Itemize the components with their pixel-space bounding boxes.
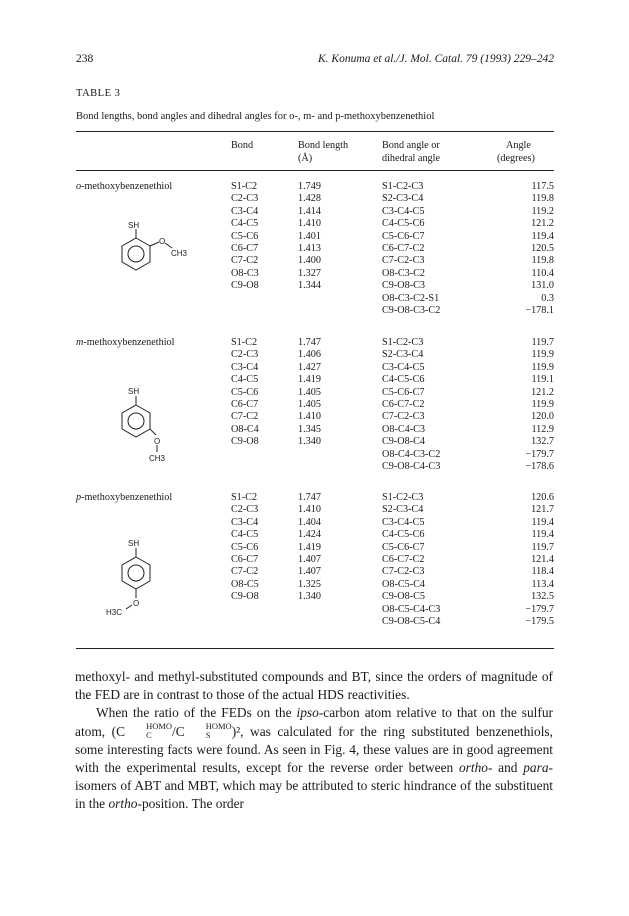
bond-cell: C7-C2 [231,255,259,267]
angle-label-cell: O8-C4-C3 [382,423,426,435]
sup-homo-c: HOMO [146,721,173,731]
bond-length-cell: 1.747 [298,337,321,348]
bond-length-cell: 1.325 [298,578,321,590]
table-top-rule [76,131,554,132]
angle-label-cell: O8-C5-C4 [382,578,426,590]
bond-cell: C9-O8 [231,591,259,603]
angle-label-cell: C9-O8-C5-C4 [382,616,441,627]
paragraph-2 [75,704,553,813]
angle-value-cell: 119.1 [531,374,554,386]
bond-cell: C2-C3 [231,504,259,516]
sub-s: S [205,730,211,740]
bond-length-cell: 1.407 [298,554,321,565]
angle-label-cell: C7-C2-C3 [382,411,425,423]
bond-cell: O8-C3 [231,267,259,279]
bond-cell: C3-C4 [231,205,259,217]
ortho-o-label: O [159,237,166,246]
angle-label-cell: C6-C7-C2 [382,243,425,254]
bond-cell: C3-C4 [231,361,259,373]
bond-cell: C5-C6 [231,230,259,242]
bond-length-cell: 1.747 [298,492,321,503]
bond-length-cell: 1.400 [298,255,321,267]
bond-cell: C4-C5 [231,218,259,230]
meta-o-label: O [154,437,161,446]
angle-value-cell: 113.4 [531,578,554,590]
col-header-bond-length-unit: (Å) [298,153,313,164]
angle-label-cell: O8-C4-C3-C2 [382,448,441,460]
bond-cell: C3-C4 [231,516,259,528]
running-title: K. Konuma et al./J. Mol. Catal. 79 (1993) 229–242 [318,53,555,65]
bond-length-cell: 1.340 [298,436,321,448]
angle-label-cell: C6-C7-C2 [382,399,425,410]
angle-value-cell: −179.5 [525,616,554,627]
angle-value-cell: 119.8 [531,255,554,267]
angle-value-cell: 121.7 [531,504,554,516]
angle-label-cell: C9-O8-C5 [382,591,426,603]
angle-label-cell: O8-C3-C2-S1 [382,292,440,304]
angle-value-cell: 132.7 [531,436,554,448]
p2-ortho-2: ortho [108,796,138,811]
p2-text-e: - and [487,760,524,775]
compound-name: p-methoxybenzenethiol [76,492,173,503]
angle-label-cell: S1-C2-C3 [382,337,424,348]
p2-text-b: -carbon atom relative to that on the sulfur atom, (C [75,705,553,739]
page-number: 238 [76,53,94,65]
bond-length-cell: 1.410 [298,218,321,230]
p2-text-a: When the ratio of the FEDs on the [96,705,297,720]
bond-length-cell: 1.410 [298,504,321,516]
ortho-sh-label: SH [128,221,140,230]
sup-homo-s: HOMO [205,721,232,731]
bond-cell: O8-C4 [231,423,259,435]
bond-cell: S1-C2 [231,337,258,348]
bond-length-cell: 1.405 [298,399,321,410]
angle-label-cell: C9-O8-C3-C2 [382,305,441,316]
angle-label-cell: C4-C5-C6 [382,374,425,386]
col-header-bond-length: Bond length [298,140,349,151]
bond-length-cell: 1.414 [298,205,321,217]
ortho-ch3-label: CH3 [171,249,188,258]
p2-text-g: -position. The order [137,796,244,811]
angle-value-cell: −179.7 [525,603,554,615]
bond-cell: C6-C7 [231,399,259,410]
angle-value-cell: 120.0 [531,411,554,423]
angle-value-cell: 119.4 [531,529,554,541]
meta-sh-label: SH [128,387,140,396]
angle-value-cell: 120.5 [531,243,554,254]
angle-value-cell: −179.7 [525,448,554,460]
para-h3c-label: H3C [106,608,123,617]
angle-value-cell: 112.9 [531,423,554,435]
angle-label-cell: C7-C2-C3 [382,566,425,578]
bond-cell: C4-C5 [231,529,259,541]
bond-cell: C9-O8 [231,436,259,448]
angle-label-cell: C9-O8-C4 [382,436,426,448]
p2-ortho: ortho [458,760,488,775]
bond-length-cell: 1.427 [298,361,321,373]
bond-cell: C6-C7 [231,243,259,254]
angle-label-cell: S2-C3-C4 [382,504,424,516]
angle-label-cell: C6-C7-C2 [382,554,425,565]
body-text [75,668,553,813]
angle-label-cell: S1-C2-C3 [382,181,424,192]
bond-cell: C4-C5 [231,374,259,386]
paragraph-1: methoxyl- and methyl-substituted compounds and BT, since the orders of magnitude of the FED are in contrast to those of the actual HDS reactivities. [75,669,553,702]
bond-length-cell: 1.413 [298,243,321,254]
para-structure-diagram [96,527,196,637]
angle-value-cell: 132.5 [531,591,554,603]
angle-label-cell: C3-C4-C5 [382,205,425,217]
bond-cell: C7-C2 [231,566,259,578]
bond-length-cell: 1.344 [298,280,321,292]
p2-text-d: )², was calculated for the ring substituted benzenethiols, some interesting facts were found. As seen in Fig. 4, these values are in good agreement with the experimental results, except for the reverse order between [75,724,553,775]
bond-length-cell: 1.410 [298,411,321,423]
angle-label-cell: S2-C3-C4 [382,349,424,361]
p2-text-f: -isomers of ABT and MBT, which may be attributed to steric hindrance of the substituent in the [75,760,553,811]
angle-value-cell: 118.4 [531,566,554,578]
meta-structure-diagram [96,375,196,485]
angle-value-cell: −178.1 [525,305,554,316]
table-bottom-rule [76,648,554,649]
compound-name: o-methoxybenzenethiol [76,181,173,192]
angle-value-cell: 110.4 [531,267,554,279]
col-header-angle-unit: (degrees) [497,153,535,164]
angle-label-cell: C3-C4-C5 [382,516,425,528]
compound-name: m-methoxybenzenethiol [76,337,175,348]
bond-length-cell: 1.749 [298,181,321,192]
bond-cell: C2-C3 [231,349,259,361]
bond-length-cell: 1.419 [298,374,321,386]
col-header-bond: Bond [231,140,254,151]
bond-length-cell: 1.406 [298,349,321,361]
bond-cell: S1-C2 [231,181,258,192]
angle-label-cell: C5-C6-C7 [382,386,425,398]
angle-label-cell: C9-O8-C4-C3 [382,461,441,472]
angle-value-cell: 119.9 [531,399,554,410]
angle-value-cell: 119.7 [531,337,554,348]
col-header-bond-angle: Bond angle or [382,140,440,151]
angle-value-cell: 119.9 [531,349,554,361]
angle-value-cell: 119.4 [531,516,554,528]
bond-length-cell: 1.404 [298,516,321,528]
angle-label-cell: C5-C6-C7 [382,541,425,553]
table-header-rule [76,170,554,171]
bond-length-cell: 1.419 [298,541,321,553]
angle-value-cell: 119.4 [531,230,554,242]
angle-value-cell: 119.7 [531,541,554,553]
angle-label-cell: S1-C2-C3 [382,492,424,503]
angle-label-cell: C4-C5-C6 [382,529,425,541]
angle-label-cell: O8-C3-C2 [382,267,426,279]
bond-length-cell: 1.405 [298,386,321,398]
angle-label-cell: O8-C5-C4-C3 [382,603,441,615]
bond-cell: C7-C2 [231,411,259,423]
p2-text-c: /C [172,724,185,739]
angle-value-cell: 119.9 [531,361,554,373]
angle-value-cell: 119.8 [531,193,554,205]
angle-label-cell: C7-C2-C3 [382,255,425,267]
bond-length-cell: 1.407 [298,566,321,578]
table-label: TABLE 3 [76,88,121,99]
para-sh-label: SH [128,539,140,548]
sub-c: C [146,730,152,740]
bond-length-cell: 1.424 [298,529,321,541]
angle-value-cell: 117.5 [531,181,554,192]
angle-value-cell: 119.2 [531,205,554,217]
bond-length-cell: 1.327 [298,267,321,279]
bond-cell: C9-O8 [231,280,259,292]
bond-length-cell: 1.340 [298,591,321,603]
angle-value-cell: 0.3 [541,292,554,304]
angle-value-cell: 121.4 [531,554,554,565]
angle-label-cell: C9-O8-C3 [382,280,426,292]
bond-cell: O8-C5 [231,578,259,590]
ortho-structure-diagram [96,218,196,298]
angle-label-cell: C4-C5-C6 [382,218,425,230]
angle-value-cell: 131.0 [531,280,554,292]
col-header-dihedral: dihedral angle [382,153,440,164]
table-caption: Bond lengths, bond angles and dihedral angles for o-, m- and p-methoxybenzenethiol [76,111,435,122]
angle-value-cell: 121.2 [531,386,554,398]
angle-value-cell: 121.2 [531,218,554,230]
col-header-angle: Angle [506,140,531,151]
angle-label-cell: C5-C6-C7 [382,230,425,242]
angle-label-cell: S2-C3-C4 [382,193,424,205]
meta-ch3-label: CH3 [149,454,166,463]
bond-cell: C5-C6 [231,386,259,398]
bond-cell: S1-C2 [231,492,258,503]
bond-cell: C2-C3 [231,193,259,205]
p2-para: para [523,760,549,775]
para-o-label: O [133,599,140,608]
bond-length-cell: 1.428 [298,193,321,205]
angle-label-cell: C3-C4-C5 [382,361,425,373]
bond-cell: C6-C7 [231,554,259,565]
bond-length-cell: 1.345 [298,423,321,435]
angle-value-cell: 120.6 [531,492,554,503]
angle-value-cell: −178.6 [525,461,554,472]
bond-cell: C5-C6 [231,541,259,553]
p2-ipso: ipso [296,705,319,720]
bond-length-cell: 1.401 [298,230,321,242]
